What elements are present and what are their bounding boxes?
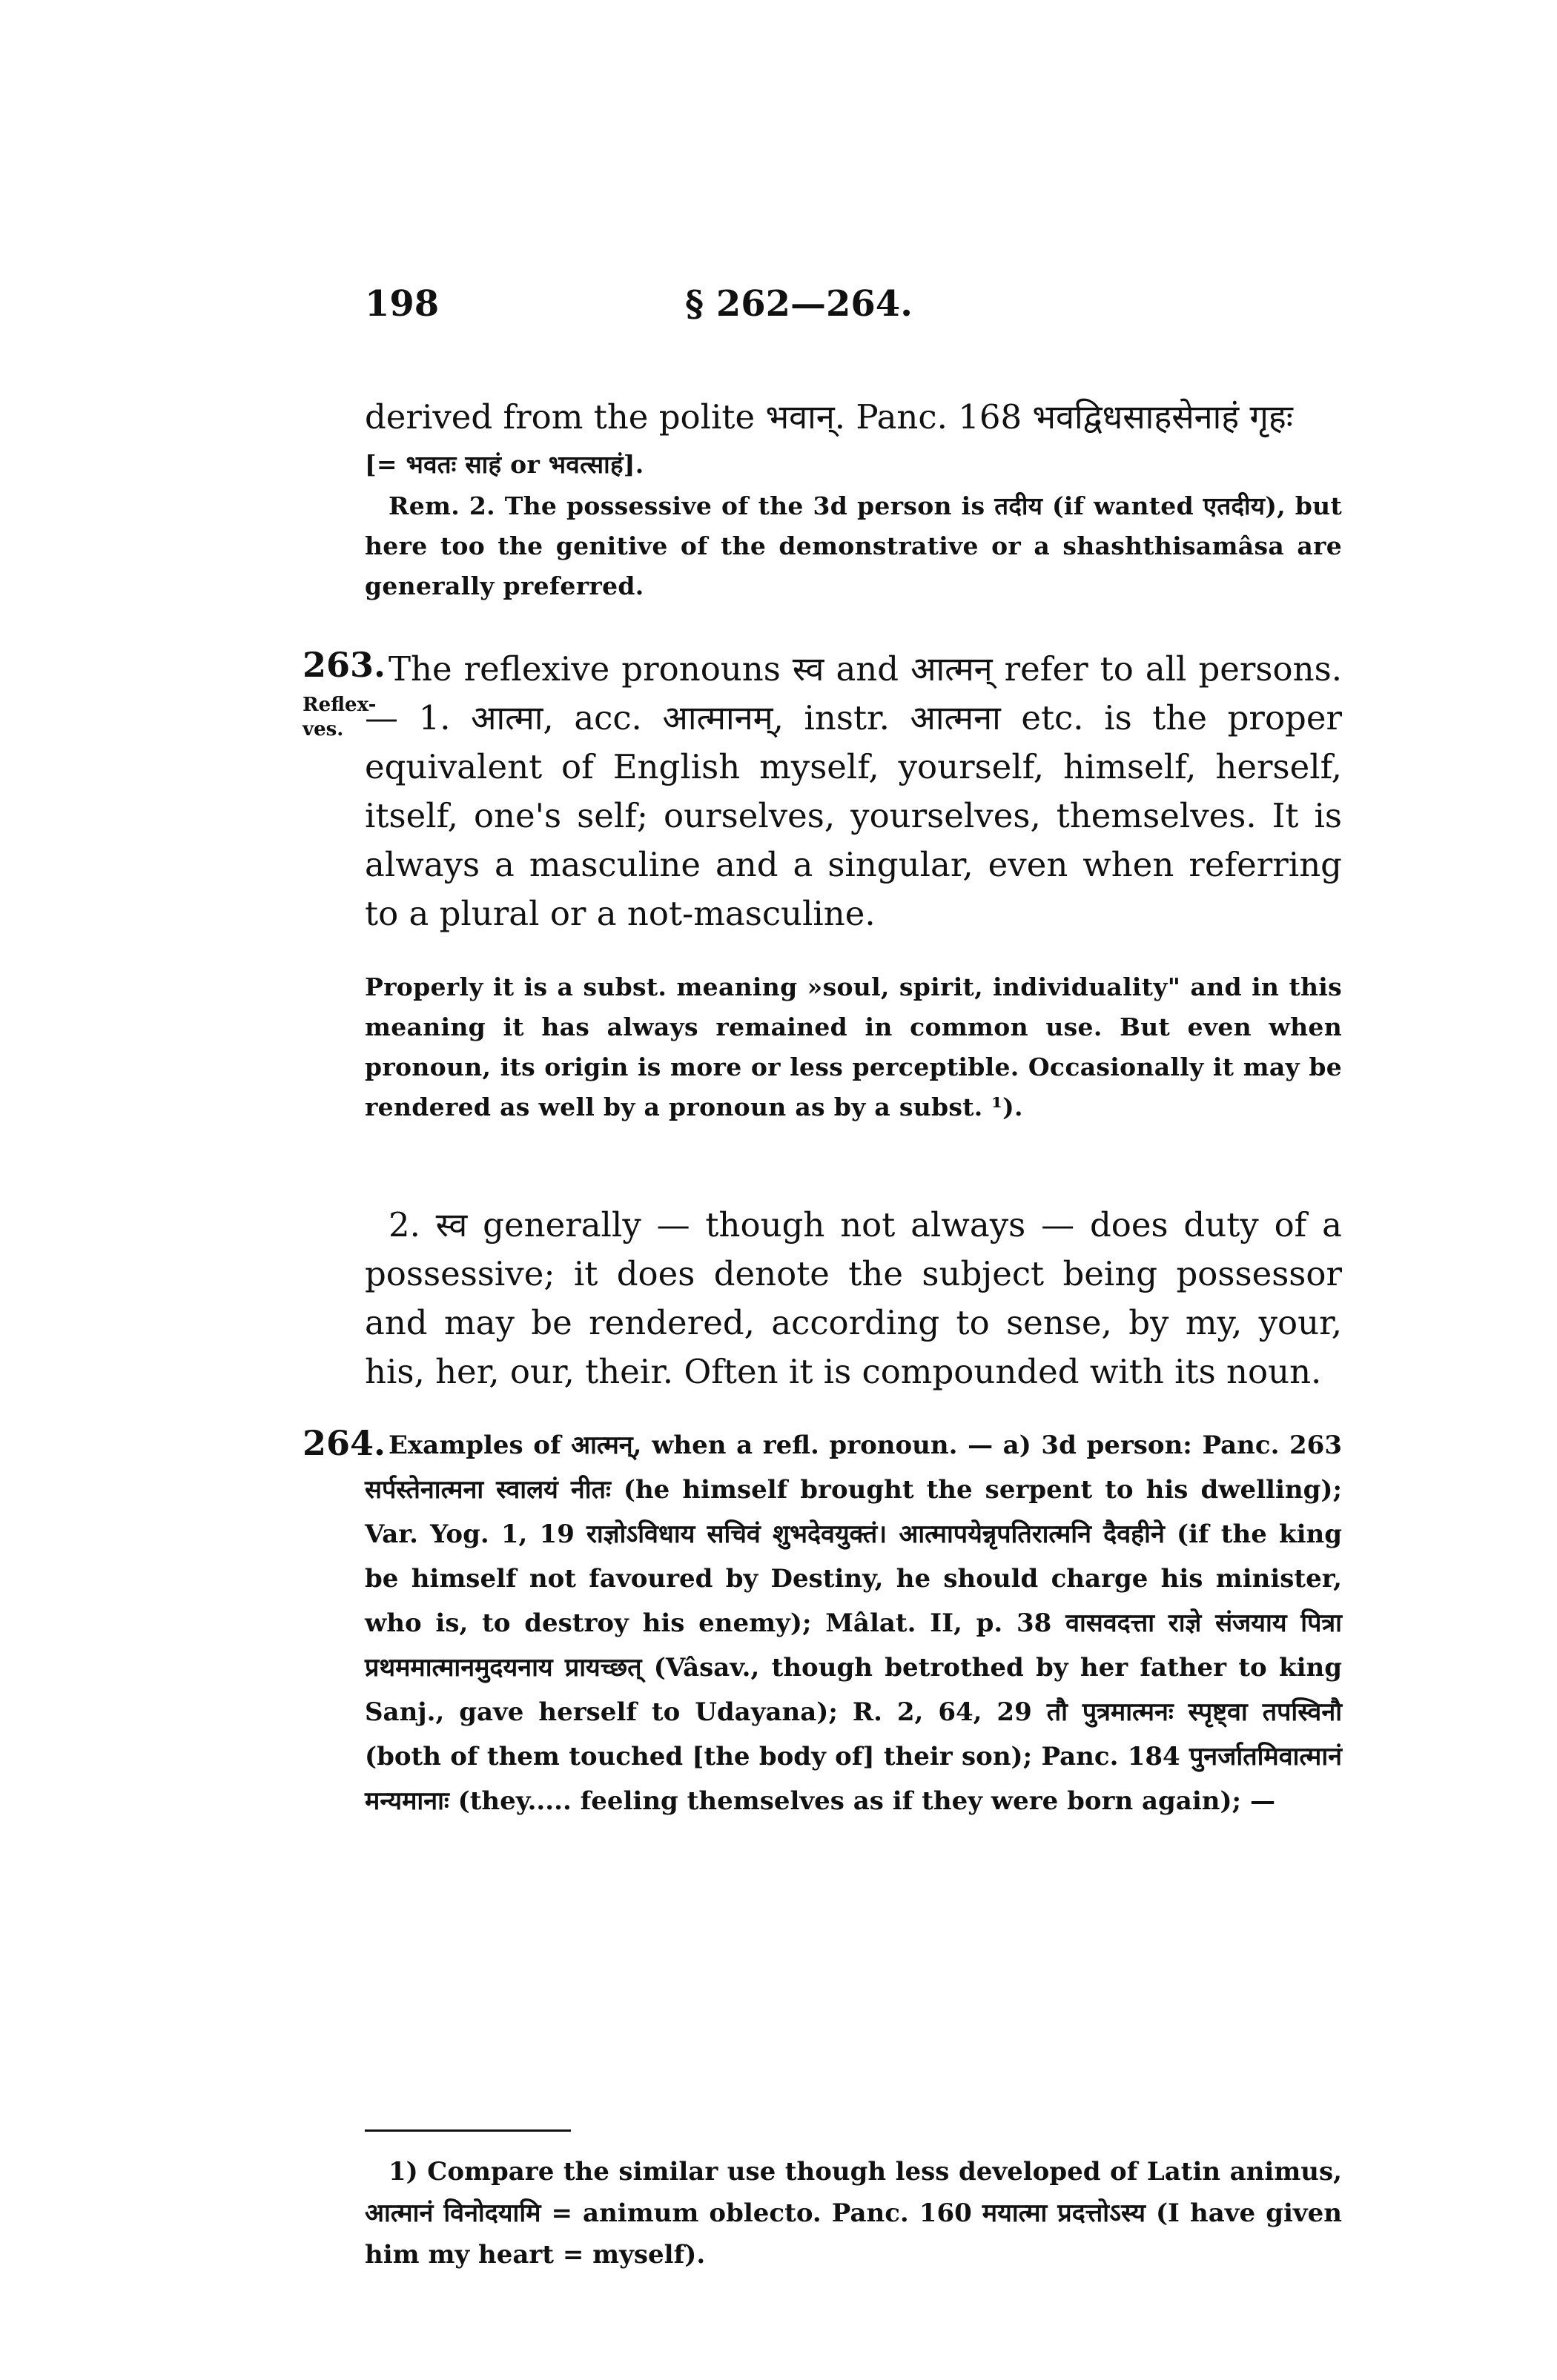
section-263-side-label-1: Reflex- xyxy=(303,694,377,716)
section-range: § 262—264. xyxy=(685,283,913,325)
remark-2: Rem. 2. The possessive of the 3d person is तदीय (if wanted एतदीय), but here too the genitive of the demonstrative or a shashthisamâsa are generally preferred. xyxy=(365,491,1342,600)
intro-line-1: derived from the polite भवान्. Panc. 168 भवद्विधसाहसेनाहं गृहः xyxy=(365,397,1293,437)
section-264-examples: Examples of आत्मन्, when a refl. pronoun. — a) 3d person: Panc. 263 सर्पस्तेनात्मना स्वालयं नीतः (he himself brought the serpent to his dwelling); Var. Yog. 1, 19 राज्ञोऽविधाय सचिवं शुभदेवयुक्तं। आत्मापयेन्नृपतिरात्मनि दैवहीने (if the king be himself not favoured by Destiny, he should charge his minister, who is, to destroy his enemy); Mâlat. II, p. 38 वासवदत्ता राज्ञे संजयाय पित्रा प्रथममात्मानमुदयनाय प्रायच्छत् (Vâsav., though betrothed by her father to king Sanj., gave herself to Udayana); R. 2, 64, 29 तौ पुत्रमात्मनः स्पृष्ट्वा तपस्विनौ (both of them touched [the body of] their son); Panc. 184 पुनर्जातमिवात्मानं मन्यमानाः (they..... feeling themselves as if they were born again); — xyxy=(365,1431,1342,1816)
section-263-number: 263. xyxy=(303,645,386,685)
footnote-rule xyxy=(365,2129,571,2132)
section-263-small-print: Properly it is a subst. meaning »soul, spirit, individuality" and in this meaning it has always remained in common use. But even when pronoun, its origin is more or less perceptible. Occasionally it may be rendered as well by a pronoun as by a subst. ¹). xyxy=(365,972,1342,1121)
section-264-number: 264. xyxy=(303,1423,386,1463)
section-263-paragraph-2: 2. स्व generally — though not always — does duty of a possessive; it does denote the subject being possessor and may be rendered, according to sense, by my, your, his, her, our, their. Often it is compounded with its noun. xyxy=(365,1205,1342,1391)
footnote: 1) Compare the similar use though less developed of Latin animus, आत्मानं विनोदयामि = animum oblecto. Panc. 160 मयात्मा प्रदत्तोऽस्य (I have given him my heart = myself). xyxy=(365,2157,1342,2270)
intro-line-2: [= भवतः साहं or भवत्साहं]. xyxy=(365,450,644,479)
page-number: 198 xyxy=(365,283,440,325)
section-263-side-label-2: ves. xyxy=(303,718,344,740)
section-263-paragraph-1: The reflexive pronouns स्व and आत्मन् refer to all persons. — 1. आत्मा, acc. आत्मानम्, instr. आत्मना etc. is the proper equivalent of English myself, yourself, himself, herself, itself, one's self; ourselves, yourselves, themselves. It is always a masculine and a singular, even when referring to a plural or a not-masculine. xyxy=(365,649,1342,933)
